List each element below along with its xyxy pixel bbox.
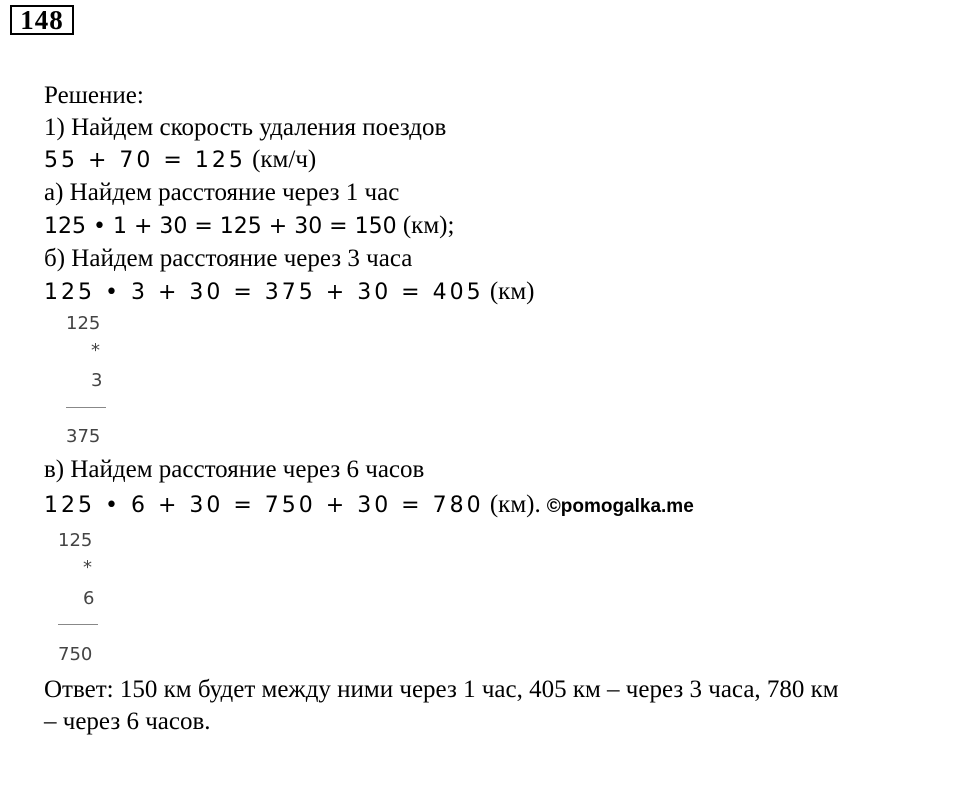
result-line — [66, 407, 106, 408]
calc-b-expression: 125 • 3 + 30 = 375 + 30 = 405 — [44, 280, 484, 305]
operator: * — [91, 340, 100, 361]
multiplier: 6 — [83, 588, 95, 609]
step-1-text: 1) Найдем скорость удаления поездов — [44, 114, 447, 141]
calc-c-unit: (км). — [483, 491, 541, 518]
calc-c-expression: 125 • 6 + 30 = 750 + 30 = 780 — [44, 493, 484, 518]
calc-b — [44, 277, 534, 308]
calc-1-expression: 55 + 70 = 125 — [44, 148, 246, 173]
calc-a-unit: (км); — [396, 212, 455, 239]
calc-b-unit: (км) — [483, 278, 535, 305]
result: 750 — [58, 644, 93, 665]
answer-line-1: Ответ: 150 км будет между ними через 1 час, 405 км – через 3 часа, 780 км — [44, 676, 839, 703]
column-multiplication-1 — [66, 315, 126, 450]
calc-1 — [44, 145, 316, 176]
watermark-text: ©pomogalka.me — [546, 496, 694, 517]
multiplicand: 125 — [58, 530, 93, 551]
problem-number: 148 — [10, 5, 74, 35]
result-line — [58, 624, 98, 625]
result: 375 — [66, 426, 101, 447]
multiplicand: 125 — [66, 313, 101, 334]
calc-a — [44, 211, 454, 242]
calc-a-expression: 125 • 1 + 30 = 125 + 30 = 150 — [44, 214, 397, 239]
column-multiplication-2 — [58, 532, 118, 667]
step-c-text: в) Найдем расстояние через 6 часов — [44, 456, 425, 483]
step-a-text: а) Найдем расстояние через 1 час — [44, 179, 400, 206]
step-b-text: б) Найдем расстояние через 3 часа — [44, 245, 413, 272]
operator: * — [83, 557, 92, 578]
multiplier: 3 — [91, 370, 103, 391]
answer-line-2: – через 6 часов. — [44, 708, 211, 735]
solution-heading: Решение: — [44, 82, 144, 109]
calc-c — [44, 490, 694, 522]
calc-1-unit: (км/ч) — [245, 146, 317, 173]
